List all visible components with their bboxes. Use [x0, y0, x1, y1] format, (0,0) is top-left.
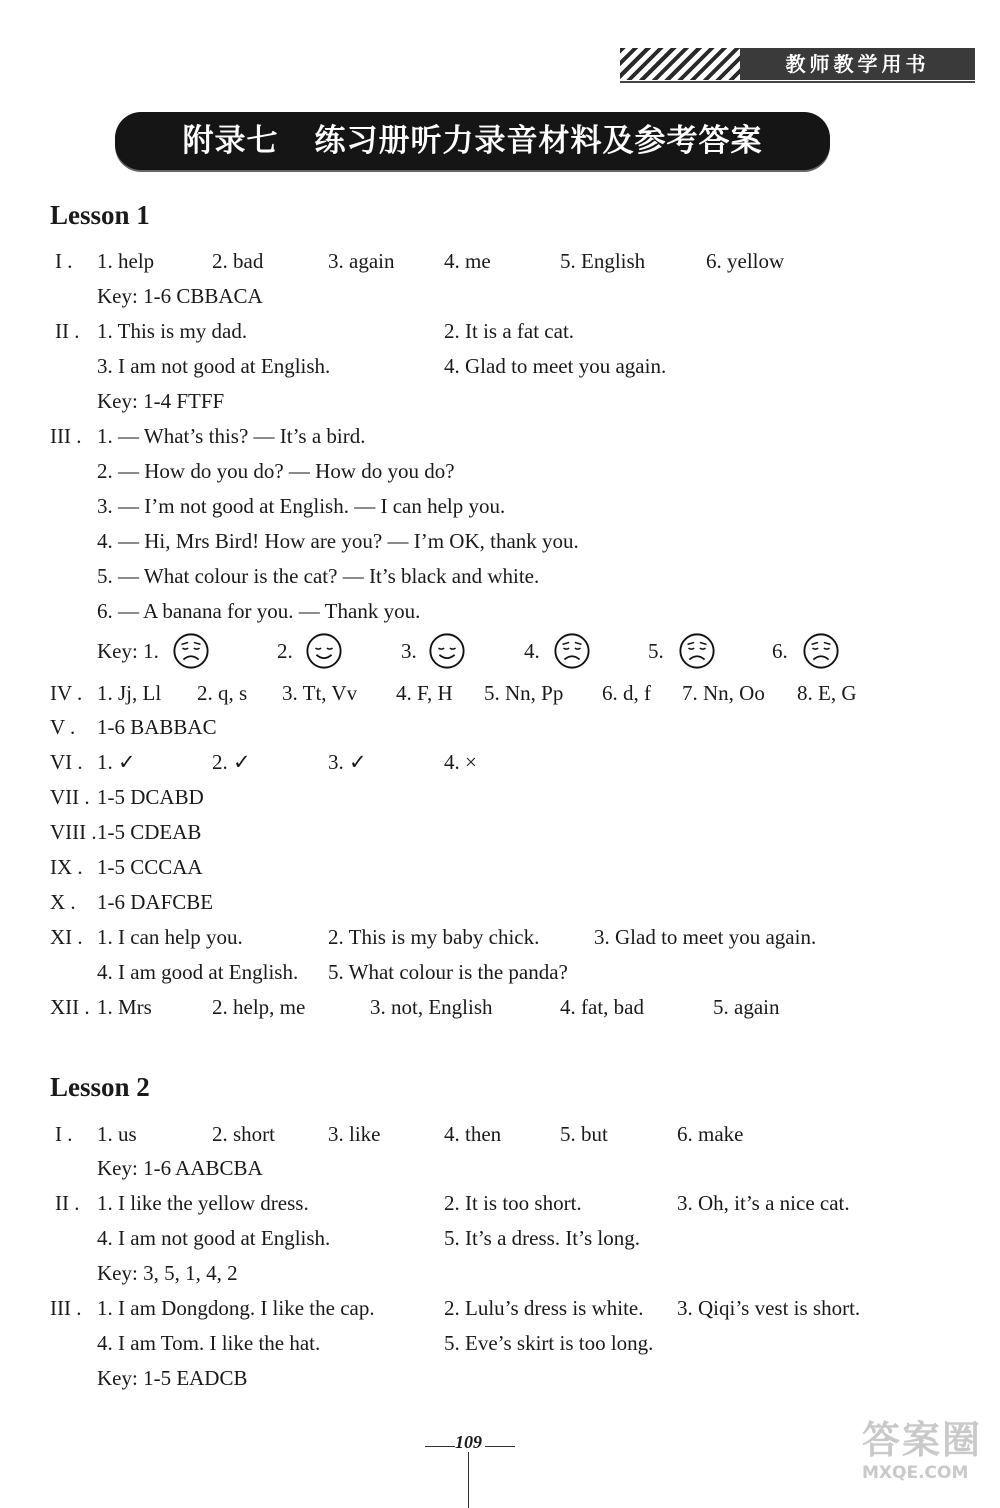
answer-item: 3. Qiqi’s vest is short. [677, 1296, 861, 1320]
section-number: II . [55, 1191, 80, 1215]
answer-item: 5. Nn, Pp [484, 681, 564, 705]
face-number: 2. [277, 639, 293, 663]
answer-item: 3. Oh, it’s a nice cat. [677, 1191, 850, 1215]
answer-item: 4. I am not good at English. [97, 1226, 331, 1250]
answer-key: 1-5 CDEAB [97, 820, 202, 844]
answer-key: Key: 1-6 CBBACA [97, 284, 263, 308]
answer-item: 1. Jj, Ll [97, 681, 162, 705]
answer-item: 3. again [328, 249, 395, 273]
section-number: XI . [50, 925, 83, 949]
dialogue-line: 6. — A banana for you. — Thank you. [97, 599, 421, 623]
answer-item: 5. again [713, 995, 780, 1019]
answer-item: 2. Lulu’s dress is white. [444, 1296, 644, 1320]
answer-item: 3. Tt, Vv [282, 681, 358, 705]
answer-item: 1. I like the yellow dress. [97, 1191, 309, 1215]
dialogue-line: 2. — How do you do? — How do you do? [97, 459, 455, 483]
watermark-cn: 答案圈 [862, 1418, 983, 1462]
answer-item: 6. make [677, 1122, 744, 1146]
answer-key: Key: 1-5 EADCB [97, 1366, 248, 1390]
answer-item: 6. yellow [706, 249, 785, 273]
face-number: 4. [524, 639, 540, 663]
section-number: VI . [50, 750, 83, 774]
answer-item: 7. Nn, Oo [682, 681, 765, 705]
answer-key: 1-5 DCABD [97, 785, 204, 809]
answer-item: 3. like [328, 1122, 381, 1146]
answer-item: 2. short [212, 1122, 275, 1146]
answer-key: 1-5 CCCAA [97, 855, 203, 879]
sad-face-icon [172, 632, 210, 670]
section-number: I . [55, 1122, 73, 1146]
answer-item: 4. then [444, 1122, 502, 1146]
happy-face-icon [305, 632, 343, 670]
answer-item: 1. help [97, 249, 155, 273]
answer-item: 5. Eve’s skirt is too long. [444, 1331, 654, 1355]
section-number: IV . [50, 681, 83, 705]
answer-item: 3. not, English [370, 995, 493, 1019]
header-tag: 教师教学用书 [740, 48, 975, 80]
answer-item: 2. It is a fat cat. [444, 319, 575, 343]
section-number: VIII . [50, 820, 97, 844]
page-stem [468, 1452, 469, 1508]
page-rule-right [485, 1446, 515, 1447]
answer-item: 5. What colour is the panda? [328, 960, 568, 984]
answer-item: 3. Glad to meet you again. [594, 925, 817, 949]
happy-face-icon [428, 632, 466, 670]
section-number: IX . [50, 855, 83, 879]
sad-face-icon [802, 632, 840, 670]
banner-part2: 练习册听力录音材料及参考答案 [314, 123, 763, 159]
sad-face-icon [553, 632, 591, 670]
section-number: XII . [50, 995, 90, 1019]
answer-item: 1. ✓ [97, 750, 136, 774]
answer-item: 1. us [97, 1122, 137, 1146]
answer-item: 4. I am good at English. [97, 960, 299, 984]
face-number: 5. [648, 639, 664, 663]
answer-item: 3. ✓ [328, 750, 367, 774]
answer-item: 4. I am Tom. I like the hat. [97, 1331, 321, 1355]
answer-item: 2. bad [212, 249, 264, 273]
face-number: 3. [401, 639, 417, 663]
answer-item: 4. F, H [396, 681, 453, 705]
lesson1-title: Lesson 1 [50, 200, 150, 230]
answer-item: 2. q, s [197, 681, 248, 705]
answer-key: 1-6 DAFCBE [97, 890, 214, 914]
answer-key: Key: 1-6 AABCBA [97, 1156, 263, 1180]
header-stripes [620, 48, 740, 80]
answer-item: 3. I am not good at English. [97, 354, 331, 378]
answer-item: 5. but [560, 1122, 608, 1146]
lesson2-title: Lesson 2 [50, 1072, 150, 1102]
answer-item: 2. help, me [212, 995, 306, 1019]
answer-item: 5. English [560, 249, 646, 273]
answer-item: 4. × [444, 750, 477, 774]
dialogue-line: 3. — I’m not good at English. — I can help you. [97, 494, 506, 518]
answer-item: 4. Glad to meet you again. [444, 354, 667, 378]
answer-item: 1. I am Dongdong. I like the cap. [97, 1296, 375, 1320]
page-rule-left [425, 1446, 455, 1447]
watermark-logo [862, 1418, 990, 1502]
answer-item: 4. fat, bad [560, 995, 644, 1019]
answer-item: 6. d, f [602, 681, 651, 705]
answer-item: 8. E, G [797, 681, 857, 705]
sad-face-icon [678, 632, 716, 670]
answer-item: 4. me [444, 249, 491, 273]
answer-item: 1. This is my dad. [97, 319, 248, 343]
banner-part1: 附录七 [182, 123, 279, 159]
section-number: III . [50, 424, 82, 448]
answer-key: 1-6 BABBAC [97, 715, 217, 739]
page-number: 109 [455, 1432, 482, 1452]
answer-key: Key: 3, 5, 1, 4, 2 [97, 1261, 238, 1285]
section-number: I . [55, 249, 73, 273]
answer-item: 2. This is my baby chick. [328, 925, 540, 949]
face-number: 6. [772, 639, 788, 663]
appendix-banner [115, 112, 830, 170]
section-number: II . [55, 319, 80, 343]
answer-item: 2. It is too short. [444, 1191, 582, 1215]
section-number: III . [50, 1296, 82, 1320]
answer-item: 1. I can help you. [97, 925, 243, 949]
answer-item: 2. ✓ [212, 750, 251, 774]
dialogue-line: 4. — Hi, Mrs Bird! How are you? — I’m OK, thank you. [97, 529, 579, 553]
answer-item: 1. Mrs [97, 995, 152, 1019]
header-rule [620, 81, 975, 83]
section-number: VII . [50, 785, 90, 809]
section-number: X . [50, 890, 76, 914]
face-key-label: Key: 1. [97, 639, 159, 663]
dialogue-line: 5. — What colour is the cat? — It’s black and white. [97, 564, 540, 588]
dialogue-line: 1. — What’s this? — It’s a bird. [97, 424, 366, 448]
section-number: V . [50, 715, 76, 739]
answer-key: Key: 1-4 FTFF [97, 389, 225, 413]
watermark-en: MXQE.COM [862, 1463, 969, 1483]
answer-item: 5. It’s a dress. It’s long. [444, 1226, 640, 1250]
